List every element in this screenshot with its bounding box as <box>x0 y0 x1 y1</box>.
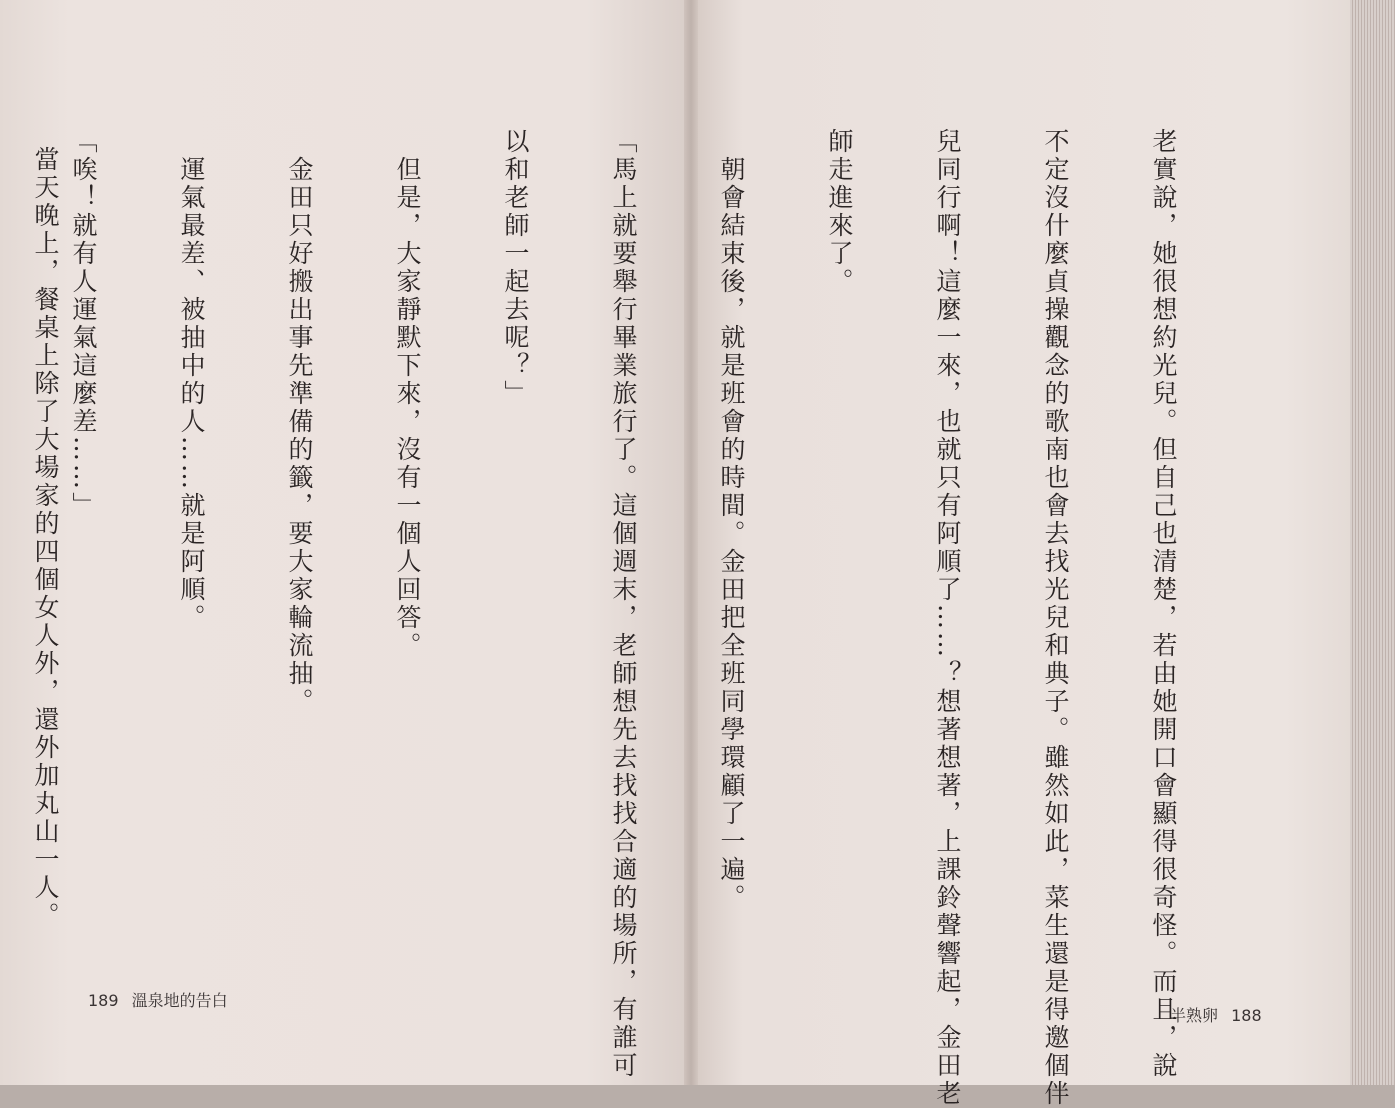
paragraph-line: 兒同行啊！這麼一來，也就只有阿順了……？想著想著，上課鈴聲響起，金田老 <box>933 128 962 1108</box>
running-title: 半熟卵 <box>1170 1006 1219 1025</box>
paragraph-line: 不定沒什麼貞操觀念的歌南也會去找光兒和典子。雖然如此，菜生還是得邀個伴 <box>1041 128 1070 1108</box>
paragraph-line: 朝會結束後，就是班會的時間。金田把全班同學環顧了一遍。 <box>717 128 746 912</box>
paragraph-line: 「唉！就有人運氣這麼差……」 <box>69 128 98 520</box>
paragraph-line: 金田只好搬出事先準備的籤，要大家輪流抽。 <box>285 128 314 716</box>
paragraph-line: 當天晚上，餐桌上除了大場家的四個女人外，還外加丸山一人。 <box>31 118 60 930</box>
page-edges <box>1350 0 1395 1085</box>
paragraph-line: 師走進來了。 <box>825 128 854 296</box>
book-gutter <box>684 0 698 1085</box>
paragraph-line: 「馬上就要舉行畢業旅行了。這個週末，老師想先去找找合適的場所，有誰可 <box>609 128 638 1080</box>
right-page-footer <box>1170 1003 1262 1026</box>
paragraph-line: 以和老師一起去呢？」 <box>501 128 530 408</box>
paragraph-line: 運氣最差、被抽中的人……就是阿順。 <box>177 128 206 632</box>
paragraph-line: 但是，大家靜默下來，沒有一個人回答。 <box>393 128 422 660</box>
page-number: 188 <box>1231 1006 1262 1025</box>
paragraph-line: 老實說，她很想約光兒。但自己也清楚，若由她開口會顯得很奇怪。而且，說 <box>1149 128 1178 1080</box>
left-page-footer <box>88 988 228 1011</box>
running-title: 溫泉地的告白 <box>131 991 228 1010</box>
page-number: 189 <box>88 991 119 1010</box>
